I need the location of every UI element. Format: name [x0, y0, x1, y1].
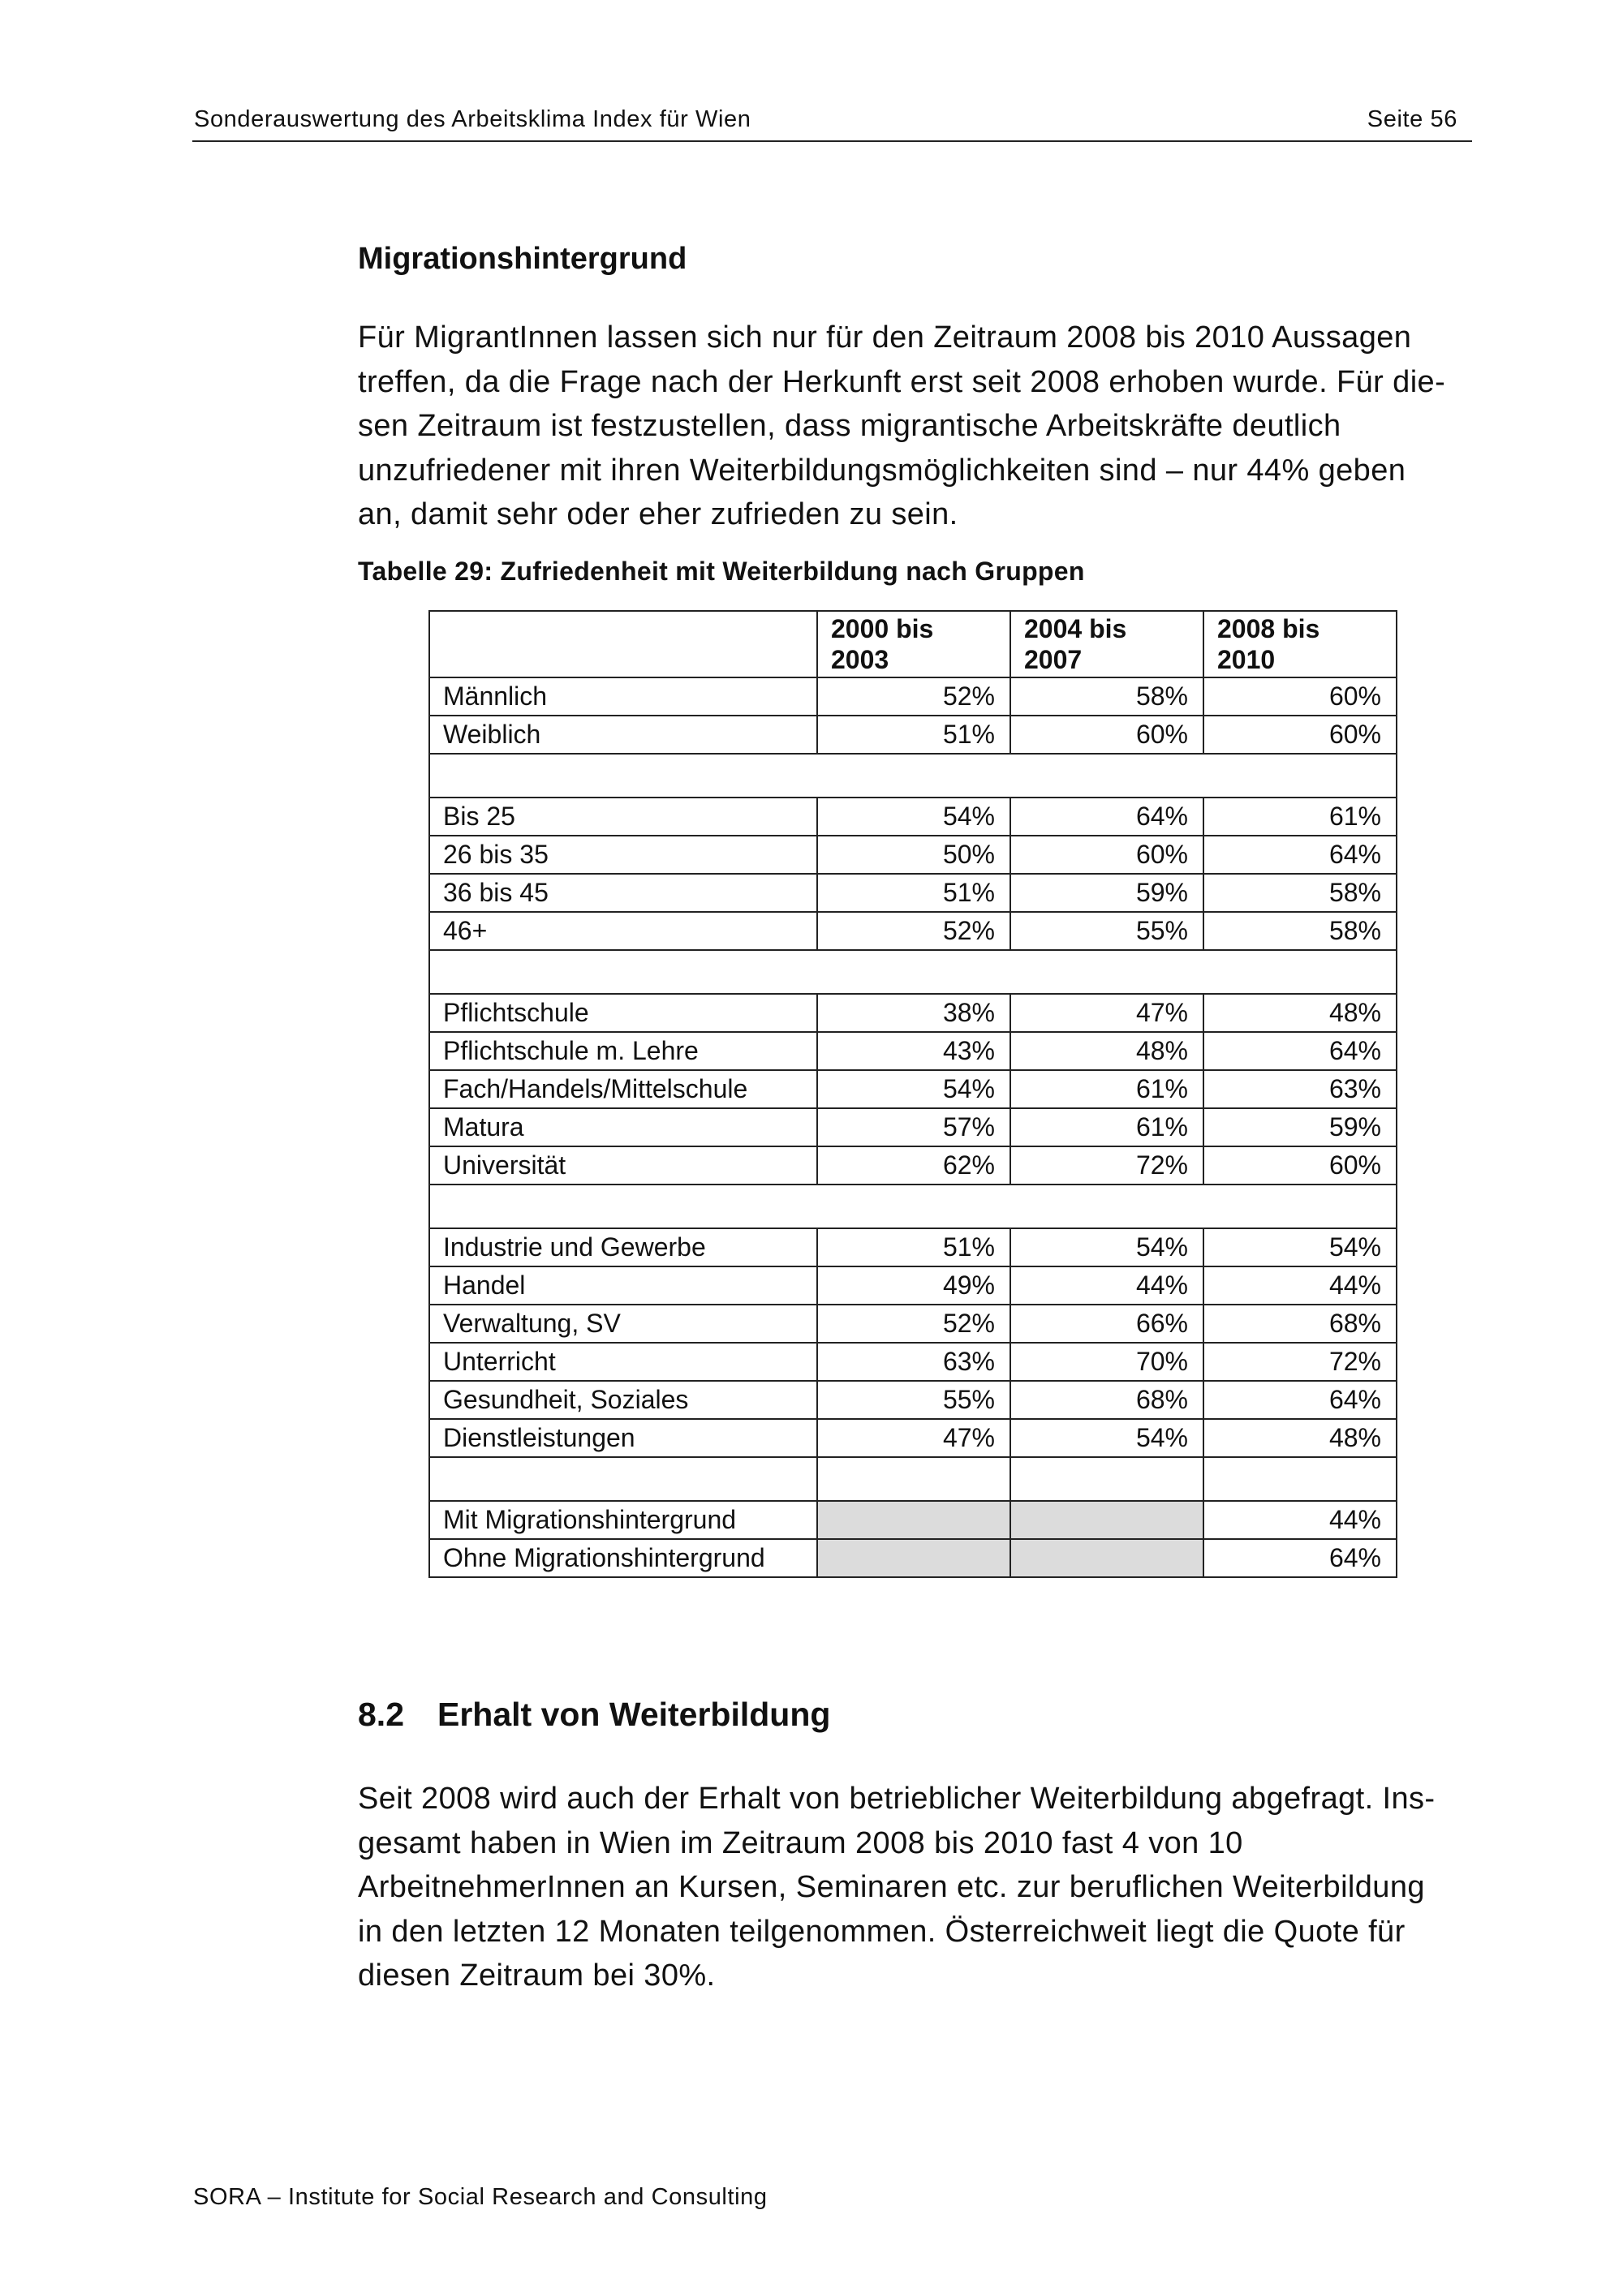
- value-cell: 64%: [1203, 836, 1397, 874]
- value-cell: 64%: [1203, 1539, 1397, 1577]
- value-cell: 60%: [1203, 1146, 1397, 1185]
- value-cell: 48%: [1203, 1419, 1397, 1457]
- shaded-empty-cell: [817, 1501, 1010, 1539]
- row-label: Matura: [429, 1108, 817, 1146]
- value-cell: 48%: [1010, 1032, 1203, 1070]
- value-cell: 62%: [817, 1146, 1010, 1185]
- value-cell: 68%: [1203, 1305, 1397, 1343]
- section-title: Erhalt von Weiterbildung: [437, 1696, 831, 1733]
- value-cell: 48%: [1203, 994, 1397, 1032]
- table-row: [429, 677, 1397, 716]
- value-cell: 60%: [1010, 836, 1203, 874]
- value-cell: 61%: [1010, 1070, 1203, 1108]
- paragraph-line: unzufriedener mit ihren Weiterbildungsmöglichkeiten sind – nur 44% geben: [358, 453, 1406, 488]
- page-footer: SORA – Institute for Social Research and Consulting: [193, 2184, 768, 2210]
- paragraph-line: ArbeitnehmerInnen an Kursen, Seminaren etc. zur beruflichen Weiterbildung: [358, 1870, 1425, 1904]
- table-row: [429, 1419, 1397, 1457]
- column-header: 2008 bis 2010: [1203, 611, 1397, 677]
- spacer-row: [429, 754, 1397, 798]
- table-row: [429, 1501, 1397, 1539]
- spacer-cell: [817, 1457, 1010, 1501]
- value-cell: 72%: [1010, 1146, 1203, 1185]
- table-body: [429, 677, 1397, 1577]
- row-label: Pflichtschule m. Lehre: [429, 1032, 817, 1070]
- spacer-cell: [1203, 1457, 1397, 1501]
- value-cell: 72%: [1203, 1343, 1397, 1381]
- value-cell: 50%: [817, 836, 1010, 874]
- value-cell: 52%: [817, 677, 1010, 716]
- value-cell: 58%: [1203, 874, 1397, 912]
- value-cell: 58%: [1203, 912, 1397, 950]
- row-label: Unterricht: [429, 1343, 817, 1381]
- value-cell: 52%: [817, 1305, 1010, 1343]
- column-header: 2004 bis 2007: [1010, 611, 1203, 677]
- spacer-row: [429, 1185, 1397, 1228]
- row-label: Fach/Handels/Mittelschule: [429, 1070, 817, 1108]
- value-cell: 54%: [1010, 1228, 1203, 1266]
- value-cell: 43%: [817, 1032, 1010, 1070]
- paragraph-line: gesamt haben in Wien im Zeitraum 2008 bis 2010 fast 4 von 10: [358, 1825, 1243, 1860]
- row-label: 36 bis 45: [429, 874, 817, 912]
- row-label: Gesundheit, Soziales: [429, 1381, 817, 1419]
- value-cell: 51%: [817, 874, 1010, 912]
- table-row: [429, 798, 1397, 836]
- row-label: Universität: [429, 1146, 817, 1185]
- value-cell: 64%: [1203, 1032, 1397, 1070]
- row-label: Dienstleistungen: [429, 1419, 817, 1457]
- value-cell: 47%: [1010, 994, 1203, 1032]
- row-label: Bis 25: [429, 798, 817, 836]
- table-row: [429, 994, 1397, 1032]
- row-label: Ohne Migrationshintergrund: [429, 1539, 817, 1577]
- value-cell: 38%: [817, 994, 1010, 1032]
- paragraph-line: diesen Zeitraum bei 30%.: [358, 1958, 716, 1993]
- section-heading: [358, 1696, 830, 1734]
- value-cell: 60%: [1203, 677, 1397, 716]
- column-header: 2000 bis 2003: [817, 611, 1010, 677]
- value-cell: 60%: [1010, 716, 1203, 754]
- row-label: Verwaltung, SV: [429, 1305, 817, 1343]
- value-cell: 55%: [817, 1381, 1010, 1419]
- value-cell: 54%: [817, 798, 1010, 836]
- value-cell: 52%: [817, 912, 1010, 950]
- table-row: [429, 836, 1397, 874]
- value-cell: 63%: [817, 1343, 1010, 1381]
- paragraph-line: Für MigrantInnen lassen sich nur für den Zeitraum 2008 bis 2010 Aussagen: [358, 320, 1412, 355]
- table-row: [429, 1228, 1397, 1266]
- table-caption: Tabelle 29: Zufriedenheit mit Weiterbildung nach Gruppen: [358, 557, 1085, 586]
- row-label: 26 bis 35: [429, 836, 817, 874]
- table-row: [429, 912, 1397, 950]
- table-row: [429, 874, 1397, 912]
- row-label: Industrie und Gewerbe: [429, 1228, 817, 1266]
- value-cell: 68%: [1010, 1381, 1203, 1419]
- value-cell: 63%: [1203, 1070, 1397, 1108]
- paragraph-line: in den letzten 12 Monaten teilgenommen. Österreichweit liegt die Quote für: [358, 1914, 1406, 1949]
- paragraph-line: sen Zeitraum ist festzustellen, dass migrantische Arbeitskräfte deutlich: [358, 409, 1341, 443]
- row-label: Weiblich: [429, 716, 817, 754]
- page-number: Seite 56: [1367, 106, 1457, 132]
- row-label: 46+: [429, 912, 817, 950]
- value-cell: 64%: [1010, 798, 1203, 836]
- spacer-row: [429, 1457, 1397, 1501]
- shaded-empty-cell: [817, 1539, 1010, 1577]
- spacer-cell: [1010, 1457, 1203, 1501]
- satisfaction-table: [428, 610, 1397, 1578]
- table-row: [429, 1343, 1397, 1381]
- table-header-row: [429, 611, 1397, 677]
- shaded-empty-cell: [1010, 1539, 1203, 1577]
- value-cell: 49%: [817, 1266, 1010, 1305]
- row-label: Pflichtschule: [429, 994, 817, 1032]
- table-row: [429, 716, 1397, 754]
- header-title: Sonderauswertung des Arbeitsklima Index für Wien: [194, 106, 751, 132]
- value-cell: 44%: [1203, 1266, 1397, 1305]
- table-row: [429, 1070, 1397, 1108]
- row-label: Männlich: [429, 677, 817, 716]
- value-cell: 59%: [1203, 1108, 1397, 1146]
- value-cell: 54%: [1203, 1228, 1397, 1266]
- table-row: [429, 1539, 1397, 1577]
- value-cell: 44%: [1203, 1501, 1397, 1539]
- paragraph-training: [358, 1777, 1478, 1998]
- value-cell: 44%: [1010, 1266, 1203, 1305]
- table-row: [429, 1108, 1397, 1146]
- spacer-cell: [429, 754, 1397, 798]
- page-header: [192, 103, 1472, 142]
- table-row: [429, 1266, 1397, 1305]
- paragraph-line: an, damit sehr oder eher zufrieden zu sein.: [358, 497, 958, 531]
- spacer-cell: [429, 950, 1397, 994]
- table-row: [429, 1146, 1397, 1185]
- subheading: Migrationshintergrund: [358, 242, 687, 276]
- value-cell: 58%: [1010, 677, 1203, 716]
- paragraph-line: treffen, da die Frage nach der Herkunft erst seit 2008 erhoben wurde. Für die-: [358, 364, 1446, 399]
- value-cell: 61%: [1203, 798, 1397, 836]
- paragraph-line: Seit 2008 wird auch der Erhalt von betrieblicher Weiterbildung abgefragt. Ins-: [358, 1782, 1436, 1816]
- value-cell: 57%: [817, 1108, 1010, 1146]
- spacer-cell: [429, 1457, 817, 1501]
- value-cell: 66%: [1010, 1305, 1203, 1343]
- value-cell: 47%: [817, 1419, 1010, 1457]
- value-cell: 55%: [1010, 912, 1203, 950]
- value-cell: 51%: [817, 716, 1010, 754]
- value-cell: 51%: [817, 1228, 1010, 1266]
- value-cell: 60%: [1203, 716, 1397, 754]
- spacer-cell: [429, 1185, 1397, 1228]
- shaded-empty-cell: [1010, 1501, 1203, 1539]
- paragraph-migration: [358, 316, 1478, 537]
- table-row: [429, 1032, 1397, 1070]
- spacer-row: [429, 950, 1397, 994]
- row-label: Handel: [429, 1266, 817, 1305]
- table-row: [429, 1381, 1397, 1419]
- value-cell: 61%: [1010, 1108, 1203, 1146]
- value-cell: 59%: [1010, 874, 1203, 912]
- value-cell: 54%: [817, 1070, 1010, 1108]
- value-cell: 70%: [1010, 1343, 1203, 1381]
- header-empty-cell: [429, 611, 817, 677]
- row-label: Mit Migrationshintergrund: [429, 1501, 817, 1539]
- section-number: 8.2: [358, 1696, 404, 1733]
- value-cell: 54%: [1010, 1419, 1203, 1457]
- value-cell: 64%: [1203, 1381, 1397, 1419]
- table-row: [429, 1305, 1397, 1343]
